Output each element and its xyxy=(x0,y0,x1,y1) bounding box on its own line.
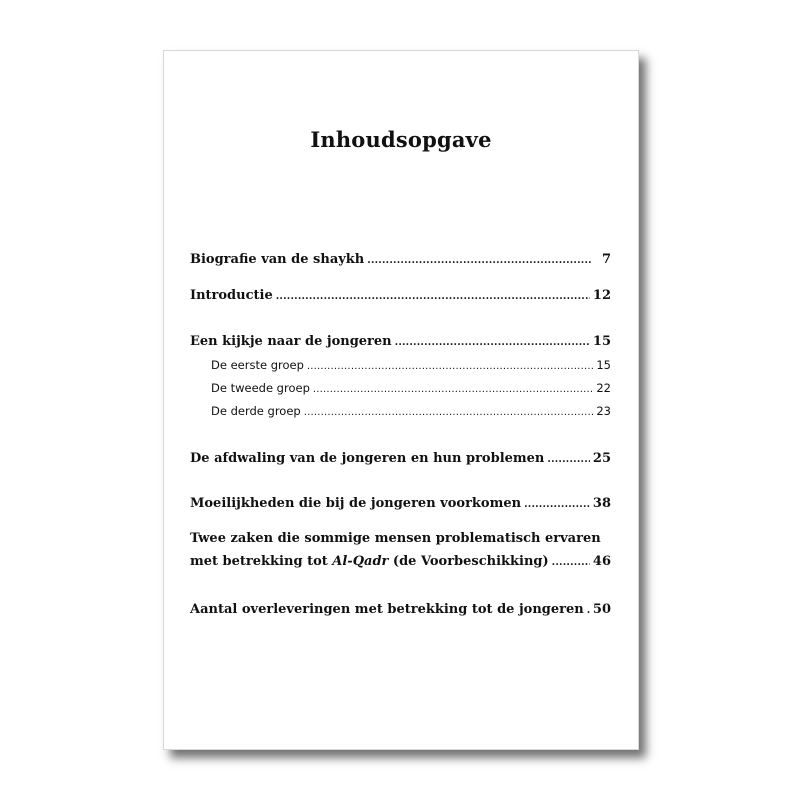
toc-entry-aantal xyxy=(190,601,611,619)
toc-page-number: 23 xyxy=(596,404,611,418)
toc-leader xyxy=(276,288,590,306)
toc-page-number: 25 xyxy=(592,451,611,466)
book-page xyxy=(163,50,639,750)
toc-entry-title: Introductie xyxy=(190,288,273,303)
toc-entry-biografie xyxy=(190,251,611,269)
toc-page-number: 7 xyxy=(601,252,611,267)
toc-entry-title-italic: Al-Qadr xyxy=(332,554,389,569)
toc-entry-title: De derde groep xyxy=(211,404,301,418)
toc-entry-kijkje xyxy=(190,333,611,351)
toc-page-number: 15 xyxy=(596,358,611,372)
toc-leader xyxy=(524,496,590,514)
toc-subentry-derde-groep xyxy=(211,402,611,420)
toc-entry-title: De eerste groep xyxy=(211,358,304,372)
toc-entry-title: De tweede groep xyxy=(211,381,310,395)
toc-leader xyxy=(547,451,590,469)
toc-page-number: 12 xyxy=(592,288,611,303)
toc-page-number: 22 xyxy=(596,381,611,395)
toc-entry-introductie xyxy=(190,287,611,305)
toc-entry-moeilijkheden xyxy=(190,495,611,513)
toc-entry-title xyxy=(190,553,552,571)
toc-entry-title: Aantal overleveringen met betrekking tot de jongeren xyxy=(190,602,584,617)
toc-page-number: 50 xyxy=(592,602,611,617)
page-title: Inhoudsopgave xyxy=(310,127,492,152)
toc-page-number: 46 xyxy=(592,554,611,569)
toc-leader xyxy=(367,252,592,270)
toc-entry-title: Biografie van de shaykh xyxy=(190,252,365,267)
toc-page-number: 15 xyxy=(592,334,611,349)
toc-entry-title: De afdwaling van de jongeren en hun problemen xyxy=(190,451,545,466)
toc-leader xyxy=(395,334,590,352)
toc-entry-title-prefix: met betrekking tot xyxy=(190,554,333,569)
toc-entry-afdwaling xyxy=(190,450,611,468)
toc-leader xyxy=(552,554,590,572)
toc-leader xyxy=(313,381,593,399)
toc-entry-title: Moeilijkheden die bij de jongeren voorkomen xyxy=(190,496,522,511)
toc-entry-title-suffix: (de Voorbeschikking) xyxy=(388,554,549,569)
toc-subentry-eerste-groep xyxy=(211,356,611,374)
toc-page-number: 38 xyxy=(592,496,611,511)
toc-entry-title: Een kijkje naar de jongeren xyxy=(190,334,392,349)
toc-entry-twee-zaken xyxy=(190,553,611,571)
toc-subentry-tweede-groep xyxy=(211,379,611,397)
toc-entry-twee-zaken-line1: Twee zaken die sommige mensen problematisch ervaren xyxy=(190,531,601,546)
toc-leader xyxy=(307,358,593,376)
toc-leader xyxy=(304,404,594,422)
